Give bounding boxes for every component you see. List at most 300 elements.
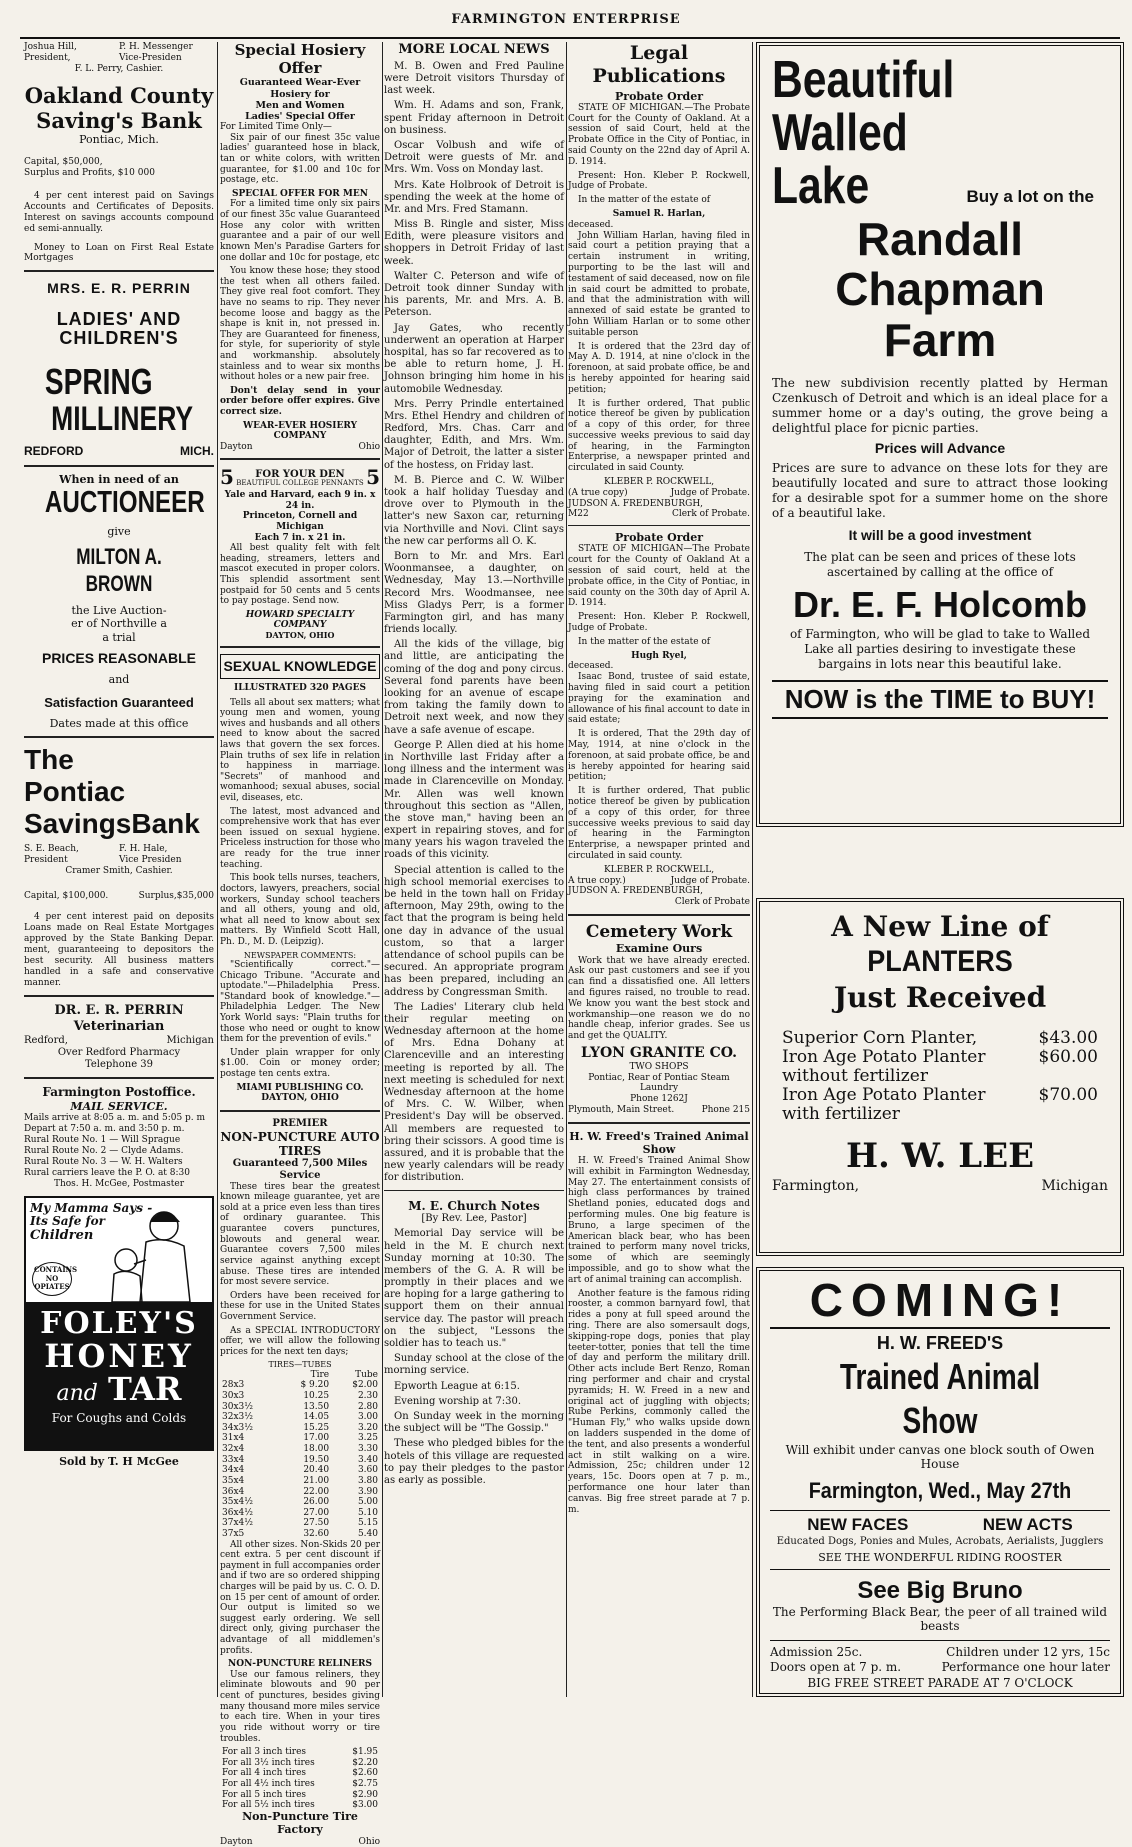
give: give (107, 524, 131, 538)
hosiery-p: For a limited time only six pairs of our finest 35c value Guaranteed Hose any color with written guarantee and a pair of our well known Men's Paradise Garters for one dollar and 10c for postage, etc (220, 199, 380, 263)
tire-row (220, 1402, 380, 1413)
news-item: Mrs. Kate Holbrook of Detroit is spending the week at the home of Mr. and Mrs. Fred Stamann. (384, 179, 564, 215)
ad3-rooster: SEE THE WONDERFUL RIDING ROOSTER (770, 1551, 1110, 1569)
tire-cell: 2.80 (357, 1401, 378, 1412)
pennant-line: Each 7 in. x 21 in. (254, 532, 346, 543)
dr-location: Redford, Michigan (24, 1034, 214, 1046)
top-rule (20, 37, 1120, 39)
hosiery-limit: For Limited Time Only— (220, 122, 332, 133)
tire-cell: 13.50 (303, 1401, 330, 1412)
telephone: Telephone 39 (84, 1059, 154, 1071)
hosiery-p: Don't delay send in your order before offer expires. Give correct size. (220, 385, 380, 418)
tire-cell: 36x4½ (222, 1507, 253, 1518)
ad1-beautiful: Beautiful (772, 51, 955, 109)
probate1-p: STATE OF MICHIGAN.—The Probate Court for the County of Oakland. At a session of said Court, held at the Probate Office in the City of Pontiac, in said County on the 22nd day of April A. D. 1914. (568, 102, 750, 167)
lyon-plymouth: Plymouth, Main Street. Phone 215 (568, 1104, 750, 1115)
news-item: Walter C. Peterson and wife of Detroit took dinner Sunday with his parents, Mr. and Mrs. A. B. Peterson. (384, 270, 564, 319)
tire-row (220, 1455, 380, 1466)
mail-line: Rural Route No. 1 — Will Sprague (24, 1135, 181, 1146)
sk-news: NEWSPAPER COMMENTS: (243, 950, 357, 960)
live3: a trial (102, 630, 136, 644)
ad1-p: of Farmington, who will be glad to take to Walled Lake all parties desiring to investigate these bargains in lots near this beautiful lake. (789, 626, 1091, 671)
news-item: Oscar Volbush and wife of Detroit were guests of Mr. and Mrs. Wm. Voss on Monday last. (384, 139, 564, 176)
live2: er of Northville a (71, 617, 167, 631)
sk-company: MIAMI PUBLISHING CO. (236, 1082, 364, 1093)
tire-cell: 3.20 (357, 1422, 378, 1433)
column-rule (217, 42, 218, 1697)
reliners-table (220, 1747, 380, 1811)
bank1-town: Pontiac, Mich. (79, 133, 159, 147)
divider (220, 1110, 380, 1112)
ad3-bear: The Performing Black Bear, the peer of all trained wild beasts (772, 1604, 1108, 1634)
probate2-name: Hugh Ryel, (631, 650, 687, 661)
ad1-now: NOW is the TIME to BUY! (772, 680, 1108, 720)
hosiery-p: You know these hose; they stood the test when all others failed. They give real foot comfort. They have no seams to rip. They never become loose and baggy as the shape is knit in, not pressed in. They are Guaranteed for fineness, for style, for superiority of style and workmanship. absolutely stainless and to wear six months without holes or a new pair free. (220, 266, 380, 383)
mail-service: MAIL SERVICE. (70, 1100, 168, 1114)
reliners-p: Use our famous reliners, they eliminate blowouts and 90 per cent of punctures, besides giving many thousand more miles service to each tire. When in your tires you ride without worry or tire troubles. (220, 1669, 380, 1744)
auctioneer-heading: AUCTIONEER (44, 484, 205, 520)
freed-p: H. W. Freed's Trained Animal Show will exhibit in Farmington Wednesday, May 27. The entertainment consists of high class performances by trained Shetland ponies, educated dogs and performing mules. One big feature is Bruno, a large specimen of the American black bear, who has been trained to perform many novel tricks, some of which are seemingly impossible, and go to show what the art of animal training can accomplish. (568, 1156, 750, 1285)
bank1-capital: Capital, $50,000, (24, 156, 103, 167)
news-item: M. B. Pierce and C. W. Wilber took a half holiday Tuesday and drove over to Plymouth in the latter's new Saxon car, returning via Northville and Novi. Clint says the new car performs all O. K. (384, 474, 564, 547)
pennant-line: Yale and Harvard, each 9 in. x 24 in. (224, 490, 376, 511)
mother-child-illustration (86, 1202, 206, 1302)
reliner-cell: For all 5½ inch tires (222, 1800, 315, 1811)
pontiac-name: Pontiac (24, 776, 126, 808)
tire-cell: 32.60 (303, 1528, 330, 1539)
tire-cell: 19.50 (303, 1454, 330, 1465)
probate1-clerk: JUDSON A. FREDENBURGH, (568, 498, 704, 509)
sk-p: This book tells nurses, teachers, doctors, lawyers, preachers, social workers, Sunday school teachers and all others, young and old, what all need to know about sex matters. By Winfield Scott Hall, Ph. D., M. D. (Leipzig). (220, 873, 380, 947)
and: and (108, 673, 130, 687)
legal-heading: Legal Publications (592, 42, 726, 87)
sold-by: Sold by T. H McGee (59, 1455, 179, 1469)
tire-row (220, 1433, 380, 1444)
pennant-company: HOWARD SPECIALTY COMPANY (245, 609, 355, 631)
tire-cell: 3.40 (357, 1454, 378, 1465)
probate2-title: Probate Order (615, 531, 703, 545)
tire-cell: 2.30 (357, 1391, 378, 1402)
sk-city: DAYTON, OHIO (261, 1093, 339, 1104)
ad2-planters: PLANTERS (867, 945, 1013, 979)
postoffice-title: Farmington Postoffice. (42, 1085, 196, 1100)
divider (220, 458, 380, 460)
walled-lake-ad (756, 42, 1124, 827)
dr-perrin: DR. E. R. PERRIN (54, 1003, 184, 1019)
reliner-cell: $1.95 (352, 1747, 378, 1758)
divider (568, 525, 750, 526)
ad3-freed: H. W. FREED'S (876, 1333, 1004, 1353)
church-by: [By Rev. Lee, Pastor] (421, 1213, 527, 1225)
tire-cell: 34x3½ (222, 1422, 253, 1433)
reliners-title: NON-PUNCTURE RELINERS (228, 1659, 372, 1670)
mail-line: Mails arrive at 8:05 a. m. and 5:05 p. m (24, 1113, 206, 1124)
tire-cell: 33x4 (222, 1454, 245, 1465)
probate2-dec: deceased. (568, 661, 614, 672)
local-news-head: MORE LOCAL NEWS (398, 42, 550, 57)
probate2-p: It is further ordered, That public notice thereof be given by publication of a copy of this order, for three successive weeks previous to said day of hearing in the Farmington Enterprise, a newspaper printed and circulated in said county. (568, 786, 750, 861)
ad2-lee: H. W. LEE (845, 1136, 1035, 1177)
foley-caption: My Mamma Says - Its Safe for Children (30, 1201, 153, 1243)
column-2 (220, 41, 380, 1847)
tire-cell: 18.00 (303, 1444, 330, 1455)
news-item: Mrs. Perry Prindle entertained Mrs. Ethel Hendry and children of Redford, Mrs. Chas. Carr and daughter, Edith, and Mrs. Wm. Major of Detroit, the latter a sister of the hostess, on Friday last. (384, 398, 564, 471)
tire-cell: 28x3 (222, 1380, 245, 1391)
planters-ad (756, 898, 1124, 1256)
reliner-cell: For all 3 inch tires (222, 1747, 307, 1758)
reliner-cell: $2.90 (352, 1789, 378, 1800)
tire-cell: 3.00 (357, 1412, 378, 1423)
ad2-location: Farmington, Michigan (772, 1177, 1108, 1194)
mail-line: Rural Route No. 3 — W. H. Walters (24, 1157, 183, 1168)
lyon-granite: LYON GRANITE CO. (581, 1044, 737, 1061)
tires-guarantee: Guaranteed 7,500 Miles Service (232, 1158, 368, 1181)
probate2-clerk-title: Clerk of Probate (674, 897, 750, 908)
foley-panel (26, 1302, 212, 1449)
masthead: FARMINGTON ENTERPRISE (451, 12, 681, 27)
ad1-investment: It will be a good investment (848, 526, 1032, 543)
bank1-name: Oakland County (24, 82, 214, 108)
ad3-faces-acts: NEW FACES NEW ACTS (770, 1510, 1110, 1536)
news-item: All the kids of the village, big and little, are anticipating the coming of the dog and pony circus. Several fond parents have been looking for an avenue of escape from taking the family down to Detroit next week, and now they have a safe avenue of escape. (384, 639, 564, 736)
reliner-cell: $3.00 (352, 1800, 378, 1811)
ad1-chapman: Chapman (835, 263, 1045, 316)
no-opiates-seal: CONTAINS NO OPIATES (32, 1262, 72, 1296)
tire-row (220, 1444, 380, 1455)
tire-cell: 14.05 (303, 1412, 330, 1423)
ad1-p: The new subdivision recently platted by Herman Czenkusch of Detroit and which is an ideal place for a summer home or a day's outing, the grove being a delightful place for picnic parties. (772, 375, 1108, 435)
sk-p: Tells all about sex matters; what young men and women, young wives and husbands and all others need to know about the sacred laws that govern the sex forces. Plain truths of sex life in relation to happiness in marriage. "Secrets" of manhood and womanhood; sexual abuses, social evil, diseases, etc. (220, 697, 380, 804)
reliner-cell: For all 4 inch tires (222, 1768, 307, 1779)
pontiac-officers: S. E. Beach, F. H. Hale, President Vice Presiden (24, 844, 182, 866)
reliner-row (220, 1790, 380, 1801)
church-p: Sunday school at the close of the morning service. (384, 1353, 564, 1377)
reliner-cell: $2.60 (352, 1768, 378, 1779)
perrin-line1: LADIES' AND (56, 308, 182, 329)
lyon-phone: Phone 1262J (630, 1094, 688, 1105)
foley-illustration (26, 1198, 212, 1306)
news-item: Jay Gates, who recently underwent an operation at Harper hospital, has so far recovered as to be able to return home, J. H. Johnson bringing him home in his automobile Wednesday. (384, 322, 564, 395)
ad3-coming: COMING! (770, 1277, 1110, 1329)
redford-line: REDFORD MICH. (24, 444, 214, 459)
hosiery-sub: Guaranteed Wear-Ever Hosiery for (239, 77, 361, 100)
foley-and-tar: and TAR (56, 1370, 182, 1409)
millinery-heading: MILLINERY (51, 399, 194, 438)
tire-cell: 35x4 (222, 1475, 245, 1486)
ad1-walled: Walled (772, 104, 908, 163)
tire-row (220, 1423, 380, 1434)
ad3-show: Trained Animal Show (839, 1355, 1041, 1441)
pontiac-the: The (24, 743, 74, 775)
probate2-p: Present: Hon. Kleber P. Rockwell, Judge of Probate. (568, 612, 750, 634)
church-title: M. E. Church Notes (408, 1198, 540, 1213)
tires-p: As a SPECIAL INTRODUCTORY offer, we will allow the following prices for the next ten days; (220, 1325, 380, 1357)
hosiery-sub: Ladies' Special Offer (245, 110, 355, 122)
planter-item: Iron Age Potato Planter without fertilizer $60.00 (782, 1046, 1098, 1086)
spring-heading: SPRING (44, 361, 153, 403)
ad2-received: Just Received (833, 980, 1047, 1014)
tire-cell: 32x4 (222, 1444, 245, 1455)
tire-cell: 5.10 (357, 1507, 378, 1518)
column-5 (756, 42, 1124, 1697)
probate2-p: It is ordered, That the 29th day of May, 1914, at nine o'clock in the forenoon, at said probate office, be and is hereby appointed for hearing said petition; (568, 729, 750, 783)
tire-cell: 30x3 (222, 1391, 245, 1402)
ad1-p: The plat can be seen and prices of these lots ascertained by calling at the office of (804, 549, 1076, 579)
tire-cell: 3.60 (357, 1465, 378, 1476)
news-item: George P. Allen died at his home in Northville last Friday after a long illness and the interment was made in Clarenceville on Monday. Mr. Allen was well known throughout this section as "Allen, the stove man," having been an expert in repairing stoves, and for many years his wagon traveled the roads of this vicinity. (384, 739, 564, 861)
bank1-name-2: Saving's Bank (36, 108, 202, 134)
pennant-heading: 5 FOR YOUR DEN BEAUTIFUL COLLEGE PENNANTS 5 (220, 465, 380, 490)
probate1-p: John William Harlan, having filed in said court a petition praying that a certain instrument in writing, purporting to be the last will and testament of said deceased, now on file in said court be admitted to probate, and that the administration with will annexed of said estate be granted to John William Harlan or to some other suitable person (568, 230, 750, 338)
tire-cell: 5.40 (357, 1528, 378, 1539)
probate1-p: Present: Hon. Kleber P. Rockwell, Judge of Probate. (568, 170, 750, 192)
pharmacy: Over Redford Pharmacy (57, 1047, 181, 1059)
tire-cell: 32x3½ (222, 1412, 253, 1423)
tire-row (220, 1529, 380, 1540)
tire-cell: 17.00 (303, 1433, 330, 1444)
ad1-advance: Prices will Advance (874, 439, 1006, 456)
hosiery-title: Special Hosiery Offer (234, 41, 366, 77)
tire-cell: 27.50 (303, 1518, 330, 1529)
ad3-educated: Educated Dogs, Ponies and Mules, Acrobats, Aerialists, Jugglers (776, 1536, 1104, 1548)
mail-line: Depart at 7:50 a. m. and 3:50 p. m. (24, 1124, 185, 1135)
ad1-buy: Buy a lot on the (966, 187, 1094, 207)
tire-cell: 36x4 (222, 1486, 245, 1497)
tire-cell: 20.40 (303, 1465, 330, 1476)
divider (220, 646, 380, 648)
ad3-admission: Admission 25c. Children under 12 yrs, 15c Doors open at 7 p. m. Performance one hour later BIG FREE STREET PARADE AT 7 O'CLOCK (770, 1640, 1110, 1692)
probate1-title: Probate Order (615, 89, 703, 103)
reliner-row (220, 1768, 380, 1779)
ad3-exhibit: Will exhibit under canvas one block south of Owen House (785, 1442, 1095, 1472)
probate1-p: It is further ordered, That public notice thereof be given by publication of a copy of this order, for three successive weeks previous to said day of hearing, in the Farmington Enterprise, a newspaper printed and circulated in said County. (568, 398, 750, 474)
reliner-cell: For all 4½ inch tires (222, 1778, 315, 1789)
church-p: Epworth League at 6:15. (394, 1380, 520, 1392)
sk-sub: ILLUSTRATED 320 PAGES (234, 682, 366, 693)
cemetery-p: Work that we have already erected. Ask our past customers and see if you can find a dissatisfied one. All letters and figures raised, no trouble to read. We know you want the best stock and workmanship—one reason we do no handle cheap, inferior grades. See us and get the QUALITY. (568, 955, 750, 1042)
sk-p: The latest, most advanced and comprehensive work that has ever been issued on sexual hygiene. Priceless instruction for those who are ready for the true inner teaching. (220, 806, 380, 870)
ad1-lake: Lake (772, 157, 870, 216)
church-p: These who pledged bibles for the hotels of this village are requested to pay their pledges to the pastor as early as possible. (384, 1438, 564, 1486)
tire-row (220, 1487, 380, 1498)
tires-p: All other sizes. Non-Skids 20 per cent extra. 5 per cent discount if payment in full accompanies order and if two are so ordered shipping charges will be paid by us. C. O. D. on 15 per cent of amount of order. Our output is limited so we suggest early ordering. We sell direct only, giving purchaser the advantage of all middlemen's profits. (220, 1539, 380, 1656)
prices-reasonable: PRICES REASONABLE (41, 650, 197, 667)
tires-table (220, 1370, 380, 1540)
divider (24, 270, 214, 272)
divider (24, 1077, 214, 1079)
tires-p: These tires bear the greatest known mileage guarantee, yet are sold at a price even less than tires of ordinary guarantee. This guarantee covers punctures, blowouts and general wear. Guarantee covers 7,500 miles service against anything except abuse. These tires are intended for most severe service. (220, 1181, 380, 1288)
lyon-addr: Pontiac, Rear of Pontiac Steam Laundry (588, 1072, 730, 1094)
probate1-judge: KLEBER P. ROCKWELL, (603, 477, 715, 488)
pontiac-capital: Capital, $100,000. Surplus,$35,000 (24, 891, 214, 902)
divider (568, 914, 750, 916)
tires-title: NON-PUNCTURE AUTO TIRES (220, 1129, 380, 1158)
ad1-randall: Randall (856, 212, 1024, 265)
two-shops: TWO SHOPS (629, 1061, 689, 1072)
church-p: Evening worship at 7:30. (394, 1395, 522, 1407)
tire-row (220, 1476, 380, 1487)
foley-coughs: For Coughs and Colds (51, 1410, 187, 1425)
ad1-p: Prices are sure to advance on these lots for they are beautifully located and sure to attract those looking for a desirable spot for a summer home on the shore of a beautiful lake. (772, 460, 1108, 520)
tire-cell: 3.80 (357, 1475, 378, 1486)
divider (24, 465, 214, 467)
reliner-row (220, 1779, 380, 1790)
auct-need: When in need of an (59, 472, 179, 486)
news-item: Born to Mr. and Mrs. Earl Woonmansee, a daughter, on Wednesday, May 13.—Northville Record Mrs. Woodmansee, nee Miss Gladys Perr, is a former Farmington girl, and has many friends locally. (384, 550, 564, 636)
hosiery-p: Six pair of our finest 35c value ladies' guaranteed hose in black, tan or white colors, with written guarantee, for $1.00 and 10c for postage, etc. (220, 132, 380, 186)
news-item: Wm. H. Adams and son, Frank, spent Friday afternoon in Detroit on business. (384, 100, 564, 136)
news-item: The Ladies' Literary club held their regular meeting on Wednesday afternoon at the home of Mrs. Edna Dohany at Clarenceville and an interesting meeting is reported by all. The next meeting is scheduled for next Wednesday afternoon at the home of Mrs. C. W. Wilber, when President's Day will be observed. All members are requested to bring their scissors. A good time is assured, and it is probable that the new yearly calendars will be ready for distribution. (384, 1001, 564, 1184)
sk-p: Under plain wrapper for only $1.00. Coin or money order; postage ten cents extra. (220, 1047, 380, 1080)
cemetery-sub: Examine Ours (615, 942, 703, 956)
postmaster: Thos. H. McGee, Postmaster (53, 1179, 185, 1190)
church-p: Memorial Day service will be held in the M. E church next Sunday morning at 10:30. The members of the G. A. R will be promptly in their places and we are hoping for a large gathering to support them on their annual service day. The pastor will preach on the subject, "Lessons the soldier has to teach us." (384, 1228, 564, 1350)
live1: the Live Auction- (71, 603, 167, 617)
pennant-line: Princeton, Cornell and Michigan (242, 511, 358, 532)
tires-table-head: TIRES—TUBES (268, 1360, 332, 1370)
tire-cell: 35x4½ (222, 1497, 253, 1508)
sexual-knowledge-title: SEXUAL KNOWLEDGE (220, 654, 380, 679)
reliner-cell: For all 5 inch tires (222, 1789, 307, 1800)
news-item: Miss B. Ringle and sister, Miss Edith, were pleasure visitors and shoppers in Detroit Friday of last week. (384, 219, 564, 267)
tire-city: Dayton Ohio (220, 1836, 380, 1847)
ad3-date: Farmington, Wed., May 27th (808, 1477, 1072, 1503)
tire-row (220, 1380, 380, 1391)
tire-cell: 37x5 (222, 1528, 245, 1539)
tire-cell: 5.00 (357, 1497, 378, 1508)
pennant-city: DAYTON, OHIO (265, 629, 335, 640)
tire-factory: Non-Puncture Tire Factory (242, 1809, 358, 1836)
dates: Dates made at this office (49, 716, 189, 730)
tires-premier: PREMIER (272, 1117, 328, 1129)
tire-cell: 22.00 (303, 1486, 330, 1497)
reliner-cell: For all 3½ inch tires (222, 1757, 315, 1768)
probate2-p: Isaac Bond, trustee of said estate, having filed in said court a petition praying for the examination and allowance of his final account to date in said estate; (568, 672, 750, 726)
divider (24, 995, 214, 997)
tire-row (220, 1465, 380, 1476)
ad3-bruno: See Big Bruno (857, 1576, 1023, 1604)
veterinarian: Veterinarian (73, 1018, 165, 1034)
column-1 (24, 42, 214, 1697)
tire-cell: $2.00 (352, 1380, 378, 1391)
hosiery-company: WEAR-EVER HOSIERY COMPANY (242, 420, 358, 442)
ad2-newline: A New Line of (831, 910, 1049, 943)
reliner-row (220, 1747, 380, 1758)
tire-cell: 26.00 (303, 1497, 330, 1508)
cemetery-title: Cemetery Work (585, 921, 733, 942)
probate2-true: A true copy.) Judge of Probate. (568, 875, 750, 886)
bank1-officers: Joshua Hill, P. H. Messenger President, Vice-Presiden F. L. Perry, Cashier. (24, 42, 193, 74)
foley-ad (24, 1196, 214, 1451)
probate1-clerk-line: M22 Clerk of Probate. (568, 509, 750, 520)
tire-cell: 10.25 (303, 1391, 330, 1402)
probate1-dec: deceased. (568, 219, 614, 230)
probate2-clerk: JUDSON A. FREDENBURGH, (568, 886, 704, 897)
milton-brown: MILTON A. BROWN (76, 544, 162, 597)
column-3 (384, 42, 564, 1697)
hosiery-sub: Men and Women (255, 99, 345, 111)
tire-row (220, 1497, 380, 1508)
freed-title: H. W. Freed's Trained Animal Show (569, 1129, 749, 1156)
bank1-surplus: Surplus and Profits, $10 000 (24, 167, 155, 178)
perrin-line2: CHILDREN'S (59, 328, 179, 349)
perrin-name: MRS. E. R. PERRIN (47, 280, 191, 297)
column-4 (568, 42, 750, 1697)
divider (24, 736, 214, 738)
tires-p: Orders have been received for these for use in the United States Government Service. (220, 1290, 380, 1322)
tire-row (220, 1412, 380, 1423)
hosiery-city: Dayton Ohio (220, 441, 380, 452)
news-items (384, 61, 564, 1185)
bank1-interest: 4 per cent interest paid on Savings Accounts and Certificates of Deposits. Interest on savings accounts compound ed semi-annually. (24, 190, 214, 234)
column-rule (752, 42, 753, 1697)
mail-line: Rural Route No. 2 — Clyde Adams. (24, 1146, 184, 1157)
tire-cell: 3.90 (357, 1486, 378, 1497)
church-p: On Sunday week in the morning the subject will be "The Gossip." (384, 1410, 564, 1435)
tire-cell: 15.25 (303, 1422, 330, 1433)
rural-carriers: Rural carriers leave the P. O. at 8:30 (24, 1168, 190, 1179)
tires-header-row: Tire Tube (310, 1369, 378, 1380)
sk-p: "Scientifically correct."—Chicago Tribune. "Accurate and uptodate."—Philadelphia Press. "Standard book of knowledge."—Philadelphia Ledger. The New York World says: "Plain truths for those who need or ought to know them for the prevention of evils." (220, 960, 380, 1045)
divider (568, 1122, 750, 1124)
tire-cell: 37x4½ (222, 1518, 253, 1529)
ad1-holcomb: Dr. E. F. Holcomb (792, 583, 1088, 625)
column-rule (382, 42, 383, 1697)
probate2-judge: KLEBER P. ROCKWELL, (603, 864, 715, 875)
probate1-p: It is ordered that the 23rd day of May A. D. 1914, at nine o'clock in the forenoon, at said probate office, be and is hereby appointed for hearing said petition; (568, 341, 750, 395)
probate1-p: In the matter of the estate of (578, 195, 711, 206)
tire-cell: 27.00 (303, 1507, 330, 1518)
probate1-name: Samuel R. Harlan, (612, 208, 706, 219)
foley-name: FOLEY'S (40, 1306, 198, 1342)
planter-item: Superior Corn Planter, $43.00 (782, 1027, 1098, 1048)
reliner-cell: $2.20 (352, 1757, 378, 1768)
foley-honey: HONEY (44, 1336, 194, 1375)
reliner-row (220, 1758, 380, 1769)
tire-cell: 3.25 (357, 1433, 378, 1444)
tire-cell: $ 9.20 (300, 1380, 330, 1391)
tire-row (220, 1518, 380, 1529)
hosiery-men: SPECIAL OFFER FOR MEN (232, 188, 368, 199)
news-item: Special attention is called to the high school memorial exercises to be held in the town hall on Friday afternoon, May 29th, owing to the fact that the program is being held one day in advance of the usual custom, so that a larger attendance of school pupils can be secured. An appropriate program has been prepared, including an address by Congressman Smith. (384, 864, 564, 998)
pontiac-interest: 4 per cent interest paid on deposits Loans made on Real Estate Mortgages approved by the State Banking Depar. ment, guaranteeing to depositors the best security. All business matters handled in a safe and conservative manner. (24, 912, 214, 989)
reliner-cell: $2.75 (352, 1778, 378, 1789)
ad1-farm: Farm (883, 314, 997, 367)
pennant-p: All best quality felt with felt heading, streamers, letters and mascot executed in proper colors. This splendid assortment sent postpaid for 50 cents and 5 cents to pay postage. Send now. (220, 543, 380, 607)
tire-cell: 3.30 (357, 1444, 378, 1455)
pontiac-savings: SavingsBank (24, 808, 200, 840)
probate1-true: (A true copy) Judge of Probate. (568, 487, 750, 498)
column-rule (566, 42, 567, 1697)
ad2-price-list (772, 1029, 1108, 1124)
tire-cell: 34x4 (222, 1465, 245, 1476)
tire-cell: 30x3½ (222, 1401, 253, 1412)
tire-row (220, 1508, 380, 1519)
satisfaction: Satisfaction Guaranteed (44, 694, 194, 710)
freed-p: Another feature is the famous riding rooster, a common barnyard fowl, that rides a pony at full speed around the ring. There are also somersault dogs, skipping-rope dogs, ponies that play teeter-totter, ponies that tell the time of day and perform the military drill. Other acts include Bert Renzo, Roman ring performer and chair and crystal pyramids; H. W. Freed in a new and original act of juggling with objects; Rube Perkins, commonly called the "Human Fly," who walks upside down on ladders suspended in the dome of the tent, and also presents a wonderful act in stilt walking on a wire. Admission, 25c; children under 12 years, 15c. Doors open at 7 p. m., performance one hour later than canvas. Big free street parade at 7 p. m. (568, 1288, 750, 1515)
probate2-p: In the matter of the estate of (578, 636, 711, 647)
tire-row (220, 1391, 380, 1402)
circus-ad (756, 1267, 1124, 1697)
tire-cell: 31x4 (222, 1433, 245, 1444)
bank1-loan: Money to Loan on First Real Estate Mortgages (24, 242, 214, 264)
tire-cell: 5.15 (357, 1518, 378, 1529)
divider (384, 1190, 564, 1191)
planter-item: Iron Age Potato Planter with fertilizer $70.00 (782, 1085, 1098, 1125)
probate2-p: STATE OF MICHIGAN—The Probate court for the County of Oakland At a session of said court, held at the probate office, in the City of Pontiac, in said county on the 30th day of April A. D. 1914. (568, 544, 750, 609)
tire-cell: 21.00 (303, 1475, 330, 1486)
news-item: M. B. Owen and Fred Pauline were Detroit visitors Thursday of last week. (384, 60, 564, 97)
